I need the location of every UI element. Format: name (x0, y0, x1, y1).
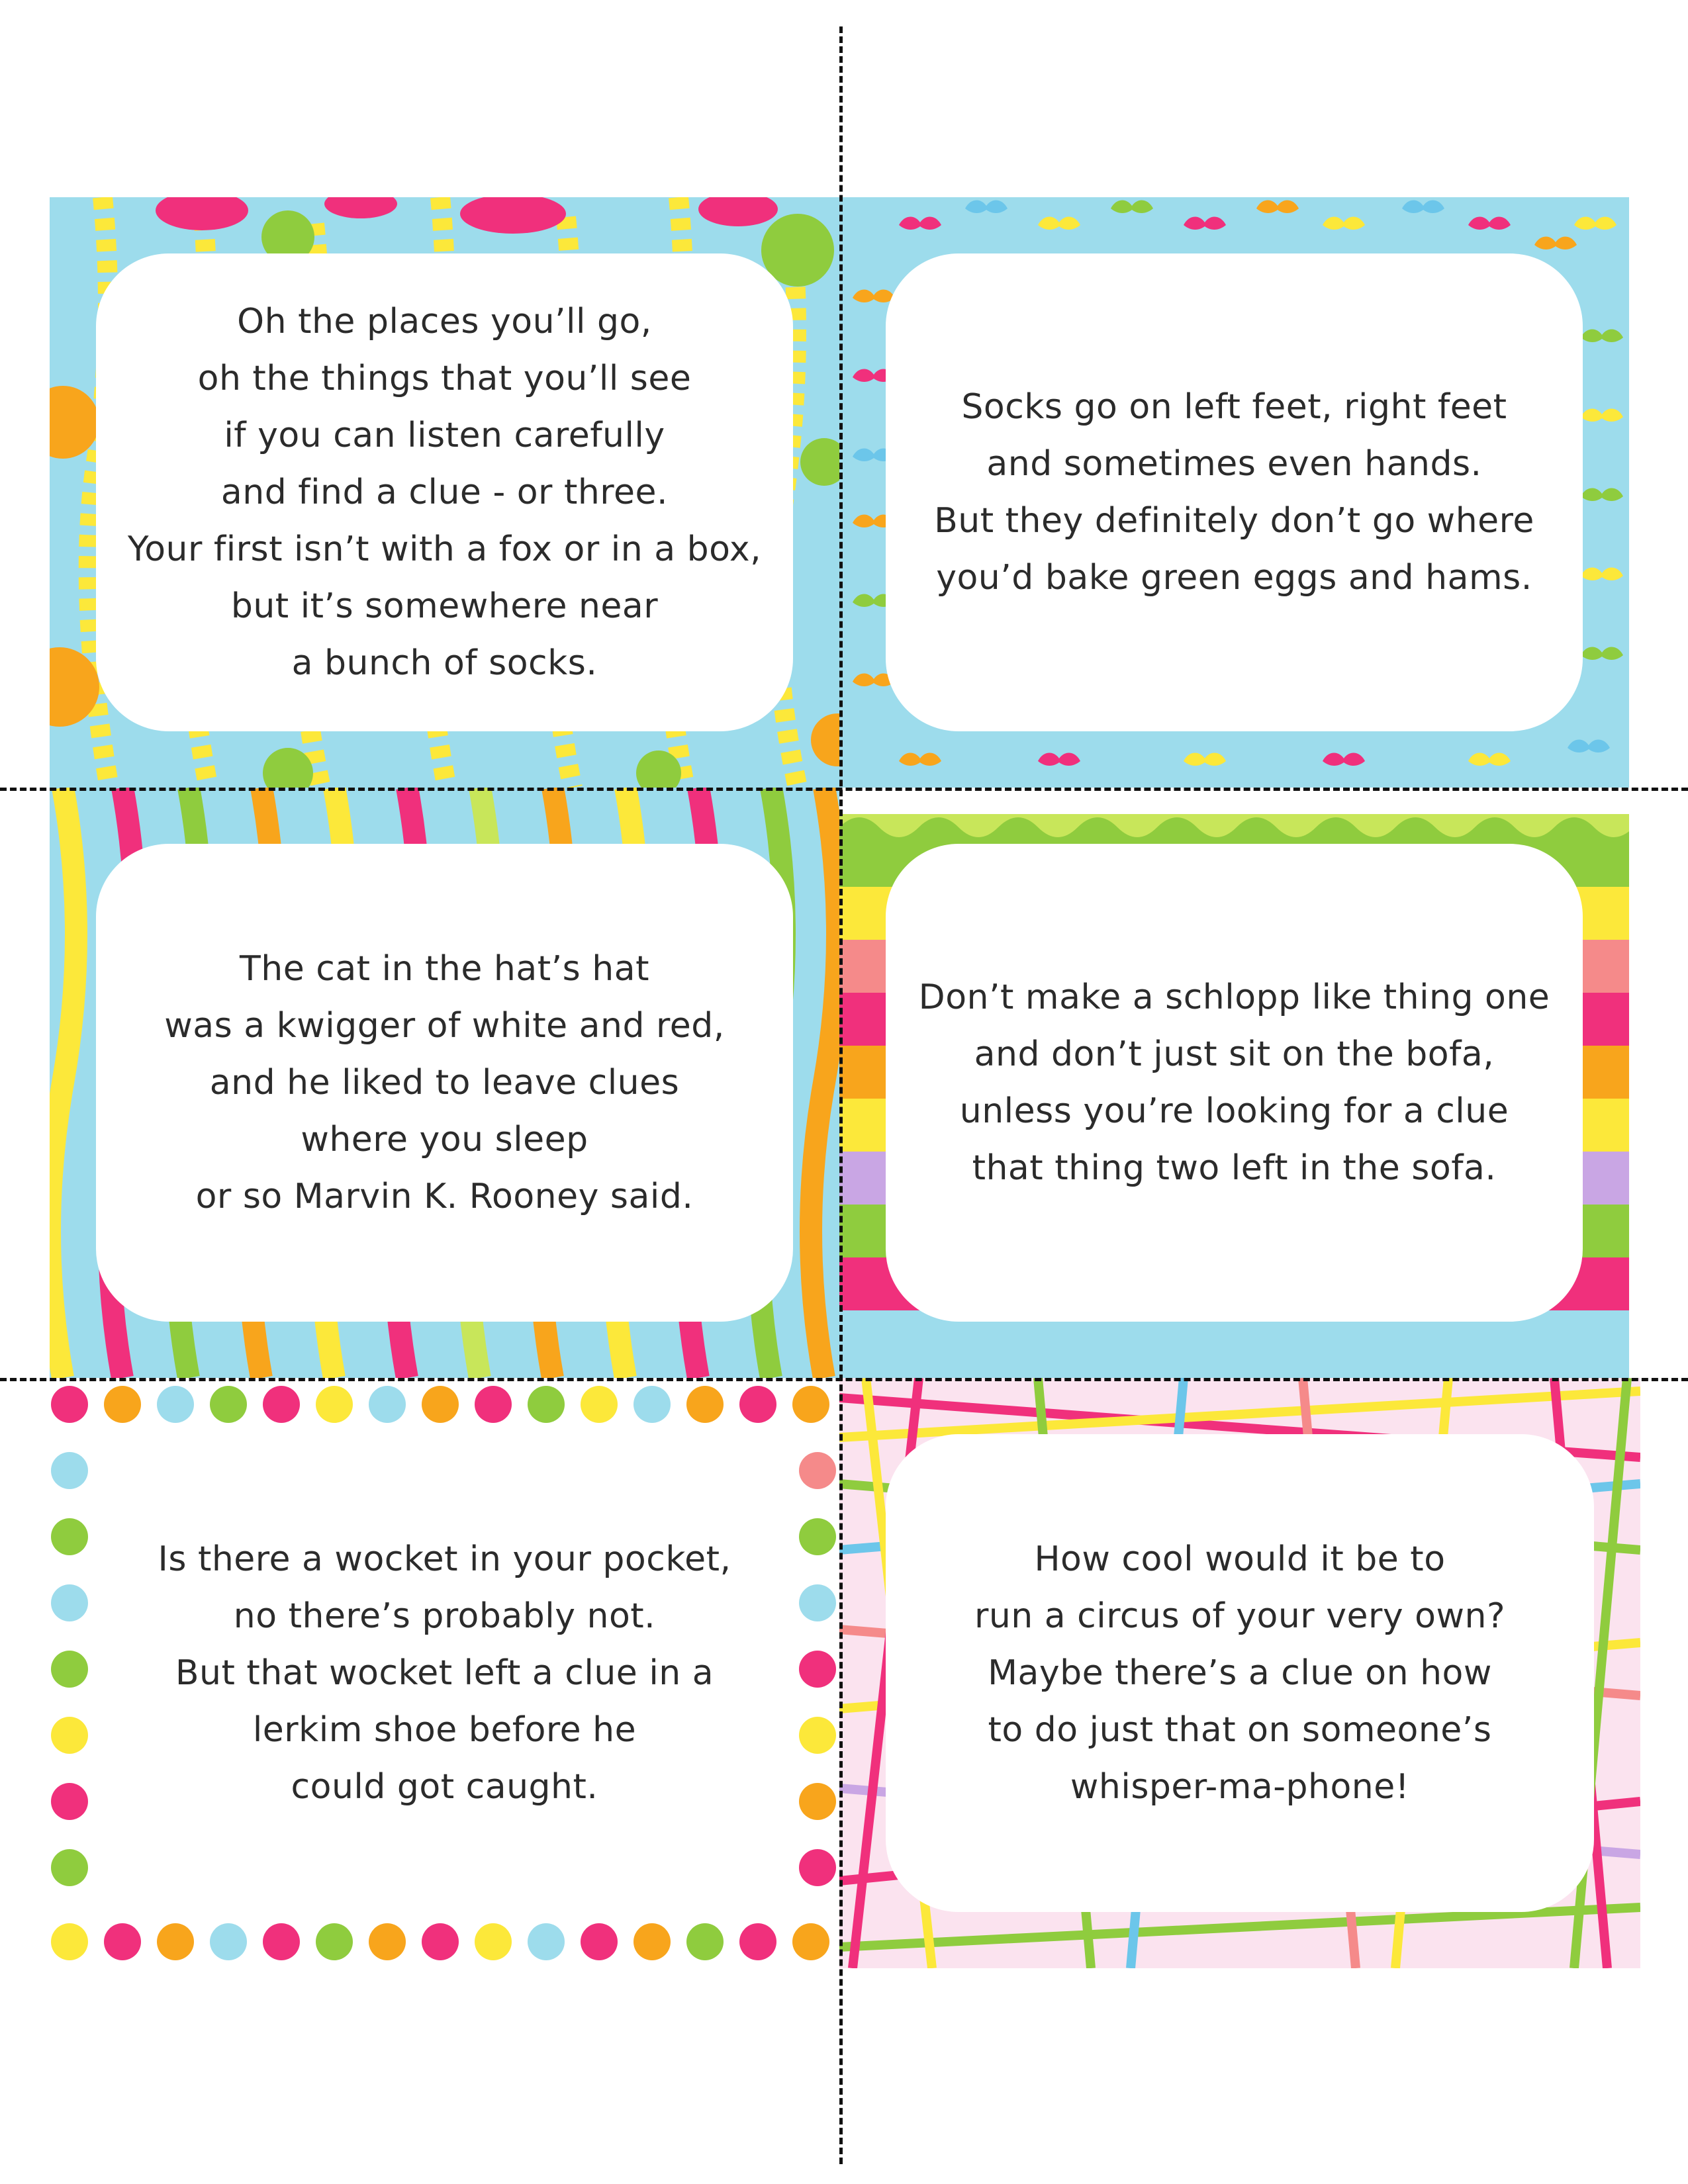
clue-line: Maybe there’s a clue on how (988, 1653, 1492, 1693)
clue-line: could got caught. (291, 1767, 598, 1807)
clue-line: Socks go on left feet, right feet (961, 387, 1507, 427)
clue-line: Oh the places you’ll go, (237, 302, 652, 341)
clue-card-1 (50, 197, 839, 788)
clue-panel (886, 844, 1583, 1322)
clue-text (164, 940, 725, 1225)
clue-line: where you sleep (301, 1120, 588, 1160)
clue-line: Is there a wocket in your pocket, (158, 1539, 731, 1579)
clue-line: or so Marvin K. Rooney said. (195, 1177, 694, 1216)
clue-line: if you can listen carefully (224, 416, 665, 455)
clue-line: and don’t just sit on the bofa, (974, 1034, 1495, 1074)
clue-line: and he liked to leave clues (209, 1063, 680, 1103)
clue-panel (96, 844, 793, 1322)
clue-panel (96, 253, 793, 731)
clue-line: lerkim shoe before he (252, 1710, 637, 1750)
clue-card-6 (839, 1378, 1640, 1968)
clue-text (128, 293, 761, 692)
clue-text (158, 1531, 731, 1815)
horizontal-cut-line (0, 788, 1688, 791)
clue-line: but it’s somewhere near (230, 586, 659, 626)
horizontal-cut-line (0, 1378, 1688, 1381)
clue-card-2 (839, 197, 1629, 788)
clue-line: But that wocket left a clue in a (175, 1653, 714, 1693)
clue-card-5 (50, 1378, 839, 1968)
clue-line: unless you’re looking for a clue (959, 1091, 1509, 1131)
clue-line: to do just that on someone’s (988, 1710, 1492, 1750)
clue-line: and find a clue - or three. (220, 473, 669, 512)
clue-line: But they definitely don’t go where (934, 501, 1534, 541)
clue-text (974, 1531, 1505, 1815)
clue-line: Your first isn’t with a fox or in a box, (127, 529, 762, 569)
clue-line: a bunch of socks. (291, 643, 598, 683)
clue-panel (886, 1434, 1594, 1912)
clue-text (919, 969, 1550, 1197)
clue-line: you’d bake green eggs and hams. (936, 558, 1532, 598)
clue-card-3 (50, 788, 839, 1378)
clue-line: no there’s probably not. (233, 1596, 656, 1636)
clue-line: oh the things that you’ll see (197, 359, 692, 398)
clue-line: was a kwigger of white and red, (164, 1006, 725, 1046)
clue-card-4 (839, 788, 1629, 1378)
clue-line: Don’t make a schlopp like thing one (918, 978, 1550, 1017)
clue-line: and sometimes even hands. (986, 444, 1482, 484)
clue-line: How cool would it be to (1034, 1539, 1446, 1579)
clue-panel (886, 253, 1583, 731)
clue-line: run a circus of your very own? (974, 1596, 1506, 1636)
clue-line: The cat in the hat’s hat (239, 949, 649, 989)
clue-line: whisper-ma-phone! (1070, 1767, 1410, 1807)
clue-text (934, 379, 1534, 606)
clue-panel (96, 1434, 793, 1912)
clue-line: that thing two left in the sofa. (972, 1148, 1497, 1188)
vertical-cut-line (839, 26, 843, 2164)
